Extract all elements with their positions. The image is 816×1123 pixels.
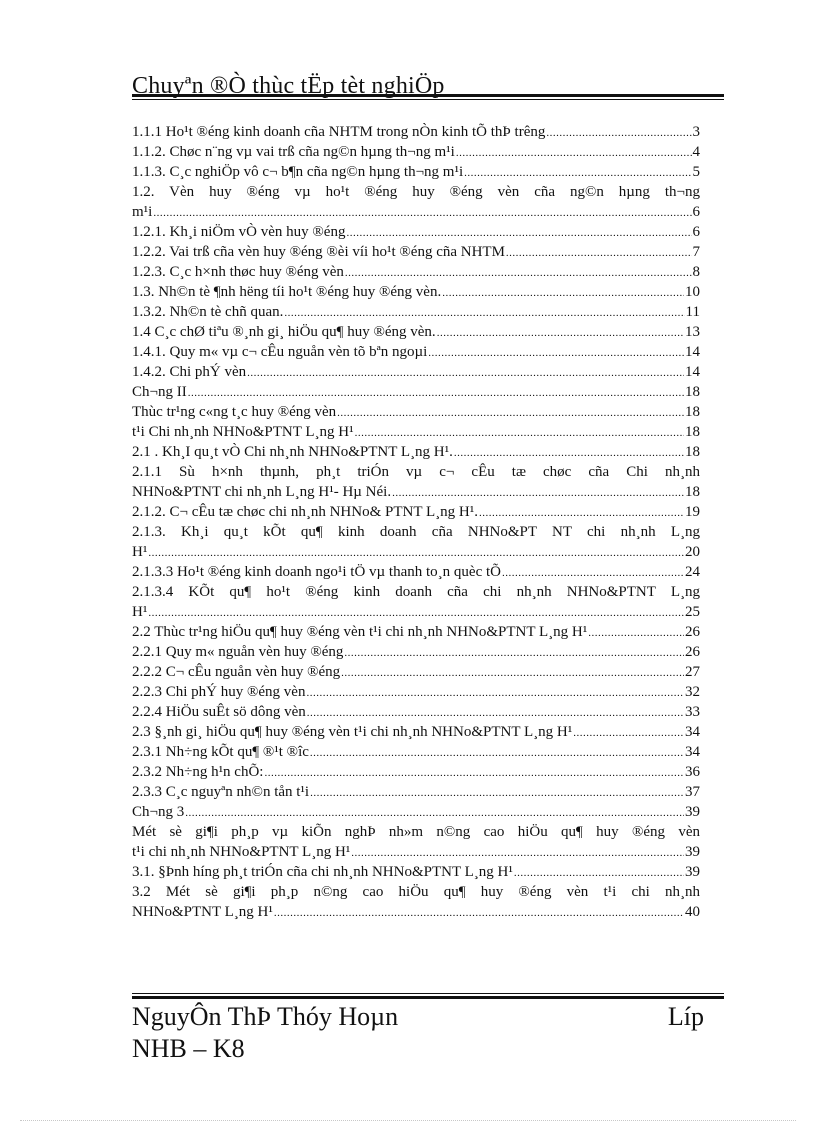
- toc-entry: [132, 702, 700, 722]
- toc-entry: [132, 402, 700, 422]
- toc-entry: [132, 802, 700, 822]
- toc-entry: [132, 762, 700, 782]
- toc-leader-dots: [264, 763, 684, 782]
- toc-entry: [132, 202, 700, 222]
- toc-leader-dots: [355, 423, 684, 442]
- toc-page-number: 32: [685, 684, 700, 700]
- toc-page-number: 26: [685, 644, 700, 660]
- toc-leader-dots: [284, 303, 684, 322]
- toc-entry-text: 1.2.3. C¸c h×nh thøc huy ®éng vèn: [132, 264, 344, 280]
- toc-entry-text: 1.1.2. Chøc n¨ng vµ vai trß cña ng©n hµng th¬ng m¹i: [132, 144, 455, 160]
- toc-leader-dots: [351, 843, 684, 862]
- toc-entry-text: 2.2.4 HiÖu suÊt sö dông vèn: [132, 704, 306, 720]
- toc-entry: [132, 322, 700, 342]
- toc-entry-text: 1.1.3. C¸c nghiÖp vô c¬ b¶n cña ng©n hµng th¬ng m¹i: [132, 164, 464, 180]
- toc-leader-dots: [148, 543, 684, 562]
- toc-entry-text: 2.2.1 Quy m« nguån vèn huy ®éng: [132, 644, 344, 660]
- toc-entry: [132, 902, 700, 922]
- toc-page-number: 26: [685, 624, 700, 640]
- toc-entry-text: 2.3 §¸nh gi¸ hiÖu qu¶ huy ®éng vèn t¹i chi nh¸nh NHNo&PTNT L¸ng H¹: [132, 724, 573, 740]
- toc-leader-dots: [337, 403, 684, 422]
- toc-entry: [132, 602, 700, 622]
- toc-entry: [132, 342, 700, 362]
- toc-page-number: 24: [685, 564, 700, 580]
- toc-entry: [132, 822, 700, 842]
- toc-entry-text: 1.2.2. Vai trß cña vèn huy ®éng ®èi víi ho¹t ®éng cña NHTM: [132, 244, 505, 260]
- toc-page-number: 25: [685, 604, 700, 620]
- toc-leader-dots: [573, 723, 684, 742]
- toc-page-number: 39: [685, 844, 700, 860]
- toc-entry-text: 3.2 Mét sè gi¶i ph¸p n©ng cao hiÖu qu¶ huy ®éng vèn t¹i chi nh¸nh: [132, 884, 700, 900]
- toc-page-number: 34: [685, 724, 700, 740]
- toc-leader-dots: [310, 743, 684, 762]
- toc-entry: [132, 842, 700, 862]
- toc-entry-text: 1.4.1. Quy m« vµ c¬ cÊu nguån vèn tõ bªn ngoµi: [132, 344, 428, 360]
- toc-entry: [132, 422, 700, 442]
- toc-entry: [132, 562, 700, 582]
- toc-entry: [132, 662, 700, 682]
- toc-page-number: 36: [685, 764, 700, 780]
- toc-entry: [132, 362, 700, 382]
- toc-leader-dots: [247, 363, 684, 382]
- toc-leader-dots: [454, 443, 684, 462]
- toc-leader-dots: [185, 803, 684, 822]
- footer-author-name: NguyÔn ThÞ Thóy Hoµn: [132, 1002, 399, 1031]
- toc-leader-dots: [456, 143, 692, 162]
- toc-leader-dots: [428, 343, 684, 362]
- toc-entry-text: H¹: [132, 544, 148, 560]
- toc-entry-text: 1.3.2. Nh©n tè chñ quan.: [132, 304, 284, 320]
- page-header-title: Chuyªn ®Ò thùc tËp tèt nghiÖp: [132, 73, 445, 99]
- toc-leader-dots: [479, 503, 684, 522]
- toc-entry: [132, 482, 700, 502]
- toc-entry: [132, 622, 700, 642]
- toc-entry-text: 2.2.3 Chi phÝ huy ®éng vèn: [132, 684, 306, 700]
- toc-entry-text: Ch¬ng II: [132, 384, 187, 400]
- toc-entry-text: 1.1.1 Ho¹t ®éng kinh doanh cña NHTM trong nÒn kinh tÕ thÞ trêng: [132, 124, 546, 140]
- toc-entry-text: 1.2.1. Kh¸i niÖm vÒ vèn huy ®éng: [132, 224, 346, 240]
- toc-entry: [132, 642, 700, 662]
- toc-page-number: 39: [685, 804, 700, 820]
- toc-entry: [132, 122, 700, 142]
- toc-page-number: 13: [685, 324, 700, 340]
- toc-page-number: 18: [685, 404, 700, 420]
- toc-entry-text: 2.1.3.4 KÕt qu¶ ho¹t ®éng kinh doanh cña chi nh¸nh NHNo&PTNT L¸ng: [132, 584, 700, 600]
- toc-leader-dots: [506, 243, 692, 262]
- toc-leader-dots: [188, 383, 684, 402]
- toc-page-number: 7: [692, 244, 700, 260]
- toc-entry-text: 1.4.2. Chi phÝ vèn: [132, 364, 247, 380]
- toc-entry-text: Ch¬ng 3: [132, 804, 185, 820]
- toc-leader-dots: [153, 203, 691, 222]
- toc-page-number: 27: [685, 664, 700, 680]
- toc-entry-text: 2.1 . Kh¸I qu¸t vÒ Chi nh¸nh NHNo&PTNT L¸ng H¹.: [132, 444, 453, 460]
- toc-leader-dots: [345, 263, 692, 282]
- toc-leader-dots: [502, 563, 684, 582]
- toc-entry-text: 1.4 C¸c chØ tiªu ®¸nh gi¸ hiÖu qu¶ huy ®éng vèn.: [132, 324, 436, 340]
- toc-entry: [132, 462, 700, 482]
- toc-entry: [132, 182, 700, 202]
- toc-entry: [132, 242, 700, 262]
- toc-leader-dots: [344, 643, 684, 662]
- toc-page-number: 14: [685, 364, 700, 380]
- toc-page-number: 3: [692, 124, 700, 140]
- toc-entry: [132, 522, 700, 542]
- toc-page-number: 18: [685, 444, 700, 460]
- toc-entry-text: 2.2 Thùc tr¹ng hiÖu qu¶ huy ®éng vèn t¹i chi nh¸nh NHNo&PTNT L¸ng H¹: [132, 624, 588, 640]
- toc-leader-dots: [546, 123, 691, 142]
- toc-entry-text: 2.2.2 C¬ cÊu nguån vèn huy ®éng: [132, 664, 341, 680]
- toc-entry-text: 2.1.3.3 Ho¹t ®éng kinh doanh ngo¹i tÖ vµ thanh to¸n quèc tÕ: [132, 564, 501, 580]
- toc-leader-dots: [346, 223, 691, 242]
- toc-entry-text: 2.1.1 Sù h×nh thµnh, ph¸t triÓn vµ c¬ cÊu tæ chøc cña Chi nh¸nh: [132, 464, 700, 480]
- toc-page-number: 33: [685, 704, 700, 720]
- toc-entry-text: Thùc tr¹ng c«ng t¸c huy ®éng vèn: [132, 404, 337, 420]
- toc-page-number: 6: [692, 224, 700, 240]
- header-rule-thick: [132, 94, 724, 97]
- toc-entry: [132, 222, 700, 242]
- toc-entry: [132, 142, 700, 162]
- toc-entry: [132, 882, 700, 902]
- toc-entry-text: 3.1. §Þnh híng ph¸t triÓn cña chi nh¸nh NHNo&PTNT L¸ng H¹: [132, 864, 513, 880]
- toc-entry: [132, 722, 700, 742]
- toc-page-number: 5: [692, 164, 700, 180]
- toc-leader-dots: [310, 783, 684, 802]
- toc-entry: [132, 782, 700, 802]
- toc-entry: [132, 442, 700, 462]
- footer-class-label: Líp: [667, 1002, 704, 1031]
- toc-page-number: 18: [685, 384, 700, 400]
- toc-page-number: 19: [685, 504, 700, 520]
- toc-leader-dots: [307, 703, 684, 722]
- table-of-contents: [132, 122, 700, 922]
- toc-leader-dots: [392, 483, 684, 502]
- toc-page-number: 37: [685, 784, 700, 800]
- toc-page-number: 18: [685, 424, 700, 440]
- toc-entry-text: t¹i chi nh¸nh NHNo&PTNT L¸ng H¹: [132, 844, 351, 860]
- toc-entry-text: NHNo&PTNT L¸ng H¹: [132, 904, 273, 920]
- toc-leader-dots: [442, 283, 684, 302]
- toc-page-number: 8: [692, 264, 700, 280]
- toc-page-number: 18: [685, 484, 700, 500]
- toc-entry: [132, 262, 700, 282]
- toc-entry: [132, 862, 700, 882]
- toc-page-number: 6: [692, 204, 700, 220]
- footer-class-code: NHB – K8: [132, 1034, 245, 1063]
- toc-entry: [132, 582, 700, 602]
- toc-entry: [132, 682, 700, 702]
- toc-leader-dots: [588, 623, 684, 642]
- toc-entry-text: 1.2. Vèn huy ®éng vµ ho¹t ®éng huy ®éng vèn cña ng©n hµng th¬ng: [132, 184, 700, 200]
- toc-page-number: 4: [692, 144, 700, 160]
- toc-entry-text: 2.1.3. Kh¸i qu¸t kÕt qu¶ kinh doanh cña NHNo&PT NT chi nh¸nh L¸ng: [132, 524, 700, 540]
- page-bottom-border: [20, 1120, 796, 1121]
- toc-entry-text: 1.3. Nh©n tè ¶nh hëng tíi ho¹t ®éng huy ®éng vèn.: [132, 284, 442, 300]
- toc-entry-text: 2.3.3 C¸c nguyªn nh©n tån t¹i: [132, 784, 310, 800]
- toc-page-number: 39: [685, 864, 700, 880]
- toc-entry-text: NHNo&PTNT chi nh¸nh L¸ng H¹- Hµ Néi.: [132, 484, 392, 500]
- toc-entry: [132, 282, 700, 302]
- toc-leader-dots: [306, 683, 684, 702]
- toc-entry: [132, 542, 700, 562]
- toc-entry-text: t¹i Chi nh¸nh NHNo&PTNT L¸ng H¹: [132, 424, 354, 440]
- toc-entry-text: H¹: [132, 604, 148, 620]
- toc-leader-dots: [437, 323, 684, 342]
- toc-entry-text: 2.1.2. C¬ cÊu tæ chøc chi nh¸nh NHNo& PTNT L¸ng H¹.: [132, 504, 478, 520]
- toc-entry-text: m¹i: [132, 204, 153, 220]
- toc-entry: [132, 742, 700, 762]
- toc-page-number: 40: [685, 904, 700, 920]
- toc-leader-dots: [148, 603, 684, 622]
- toc-page-number: 11: [685, 304, 700, 320]
- toc-leader-dots: [274, 903, 684, 922]
- toc-page-number: 14: [685, 344, 700, 360]
- toc-entry-text: Mét sè gi¶i ph¸p vµ kiÕn nghÞ nh»m n©ng cao hiÖu qu¶ huy ®éng vèn: [132, 824, 700, 840]
- toc-leader-dots: [514, 863, 684, 882]
- toc-entry: [132, 382, 700, 402]
- toc-entry: [132, 502, 700, 522]
- toc-leader-dots: [341, 663, 684, 682]
- toc-entry-text: 2.3.1 Nh÷ng kÕt qu¶ ®¹t ®îc: [132, 744, 309, 760]
- header-rule-thin: [132, 99, 724, 100]
- toc-page-number: 34: [685, 744, 700, 760]
- toc-leader-dots: [464, 163, 691, 182]
- toc-entry-text: 2.3.2 Nh÷ng h¹n chÕ:: [132, 764, 264, 780]
- toc-page-number: 10: [685, 284, 700, 300]
- footer-rule-thick: [132, 996, 724, 999]
- toc-entry: [132, 162, 700, 182]
- toc-page-number: 20: [685, 544, 700, 560]
- toc-entry: [132, 302, 700, 322]
- footer-rule-thin: [132, 993, 724, 994]
